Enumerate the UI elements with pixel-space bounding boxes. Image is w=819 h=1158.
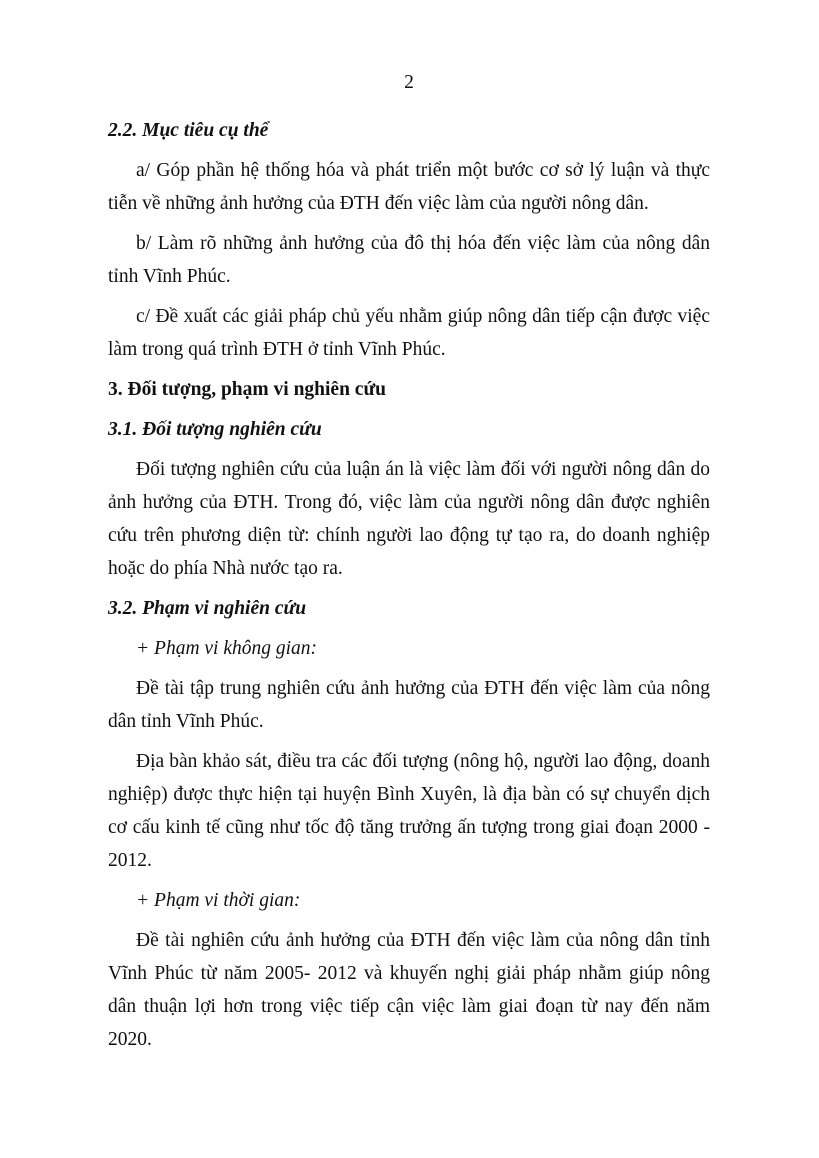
space-scope-label: + Phạm vi không gian: <box>136 638 318 659</box>
page-number: 2 <box>404 72 414 93</box>
heading-3: 3. Đối tượng, phạm vi nghiên cứu <box>108 379 386 400</box>
objective-b: b/ Làm rõ những ảnh hưởng của đô thị hóa đến việc làm của nông dân tỉnh Vĩnh Phúc. <box>108 233 710 287</box>
heading-3-2: 3.2. Phạm vi nghiên cứu <box>108 598 307 619</box>
heading-3-1: 3.1. Đối tượng nghiên cứu <box>108 419 322 440</box>
research-object-paragraph: Đối tượng nghiên cứu của luận án là việc làm đối với người nông dân do ảnh hưởng của ĐTH. Trong đó, việc làm của người nông dân được nghiên cứu trên phương diện từ: chính người lao động tự tạo ra, do doanh nghiệp hoặc do phía Nhà nước tạo ra. <box>108 459 710 579</box>
objective-a: a/ Góp phần hệ thống hóa và phát triển một bước cơ sở lý luận và thực tiễn về những ảnh hưởng của ĐTH đến việc làm của người nông dân. <box>108 160 710 214</box>
space-scope-paragraph-2: Địa bàn khảo sát, điều tra các đối tượng (nông hộ, người lao động, doanh nghiệp) được thực hiện tại huyện Bình Xuyên, là địa bàn có sự chuyển dịch cơ cấu kinh tế cũng như tốc độ tăng trưởng ấn tượng trong giai đoạn 2000 - 2012. <box>108 751 710 871</box>
space-scope-paragraph-1: Đề tài tập trung nghiên cứu ảnh hưởng của ĐTH đến việc làm của nông dân tỉnh Vĩnh Phúc. <box>108 678 710 732</box>
time-scope-label: + Phạm vi thời gian: <box>136 890 301 911</box>
document-page <box>108 70 710 1056</box>
objective-c: c/ Đề xuất các giải pháp chủ yếu nhằm giúp nông dân tiếp cận được việc làm trong quá trình ĐTH ở tỉnh Vĩnh Phúc. <box>108 306 710 360</box>
heading-2-2: 2.2. Mục tiêu cụ thể <box>108 120 269 141</box>
time-scope-paragraph: Đề tài nghiên cứu ảnh hưởng của ĐTH đến việc làm của nông dân tỉnh Vĩnh Phúc từ năm 2005- 2012 và khuyến nghị giải pháp nhằm giúp nông dân thuận lợi hơn trong việc tiếp cận việc làm giai đoạn từ nay đến năm 2020. <box>108 930 710 1050</box>
